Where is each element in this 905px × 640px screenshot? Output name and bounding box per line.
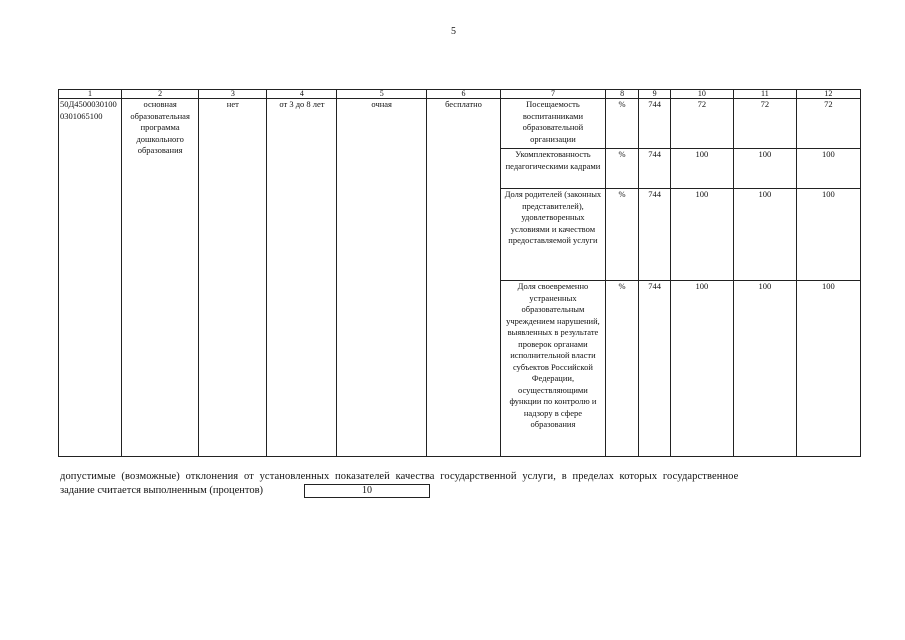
payment-cell: бесплатно [426,99,500,457]
deviation-note [60,470,738,498]
value-cell-10: 72 [670,99,733,149]
value-cell-11: 100 [733,149,796,189]
header-cell: 1 [59,90,122,99]
indicator-name-cell: Доля своевременно устраненных образовательным учреждением нарушений, выявленных в результате проверок органами исполнительной власти субъектов Российской Федерации, осуществляющими функции по контролю и надзору в сфере образования [501,281,606,457]
registry-code-cell: 50Д45000301000301065100 [59,99,122,457]
header-cell: 6 [426,90,500,99]
unit-cell: % [605,189,639,281]
value-cell-11: 100 [733,281,796,457]
form-cell: очная [337,99,426,457]
unit-cell: % [605,149,639,189]
header-cell: 3 [199,90,267,99]
header-row [59,90,861,99]
value-cell-11: 100 [733,189,796,281]
indicator-name-cell: Посещаемость воспитанниками образовательной организации [501,99,606,149]
value-cell-10: 100 [670,149,733,189]
indicator-name-cell: Укомплектованность педагогическими кадрами [501,149,606,189]
indicator-name-cell: Доля родителей (законных представителей), удовлетворенных условиями и качеством предоставляемой услуги [501,189,606,281]
value-cell-12: 100 [796,281,860,457]
deviation-value-box: 10 [304,484,430,498]
value-cell-12: 100 [796,189,860,281]
header-cell: 9 [639,90,671,99]
deviation-text-line1: допустимые (возможные) отклонения от установленных показателей качества государственной услуги, в пределах которых государственное [60,471,739,482]
okei-code-cell: 744 [639,189,671,281]
header-cell: 8 [605,90,639,99]
okei-code-cell: 744 [639,281,671,457]
header-cell: 10 [670,90,733,99]
deviation-text-line2: задание считается выполненным (процентов) [60,485,264,496]
okei-code-cell: 744 [639,149,671,189]
value-cell-10: 100 [670,189,733,281]
unit-cell: % [605,281,639,457]
unit-cell: % [605,99,639,149]
header-cell: 7 [501,90,606,99]
value-cell-10: 100 [670,281,733,457]
header-cell: 4 [267,90,337,99]
page-number: 5 [451,26,456,37]
value-cell-11: 72 [733,99,796,149]
okei-code-cell: 744 [639,99,671,149]
age-cell: от 3 до 8 лет [267,99,337,457]
quality-indicators-table [58,89,861,457]
header-cell: 12 [796,90,860,99]
header-cell: 11 [733,90,796,99]
category-cell: нет [199,99,267,457]
value-cell-12: 100 [796,149,860,189]
value-cell-12: 72 [796,99,860,149]
header-cell: 2 [122,90,199,99]
header-cell: 5 [337,90,426,99]
indicator-row [59,99,861,149]
program-cell: основная образовательная программа дошкольного образования [122,99,199,457]
